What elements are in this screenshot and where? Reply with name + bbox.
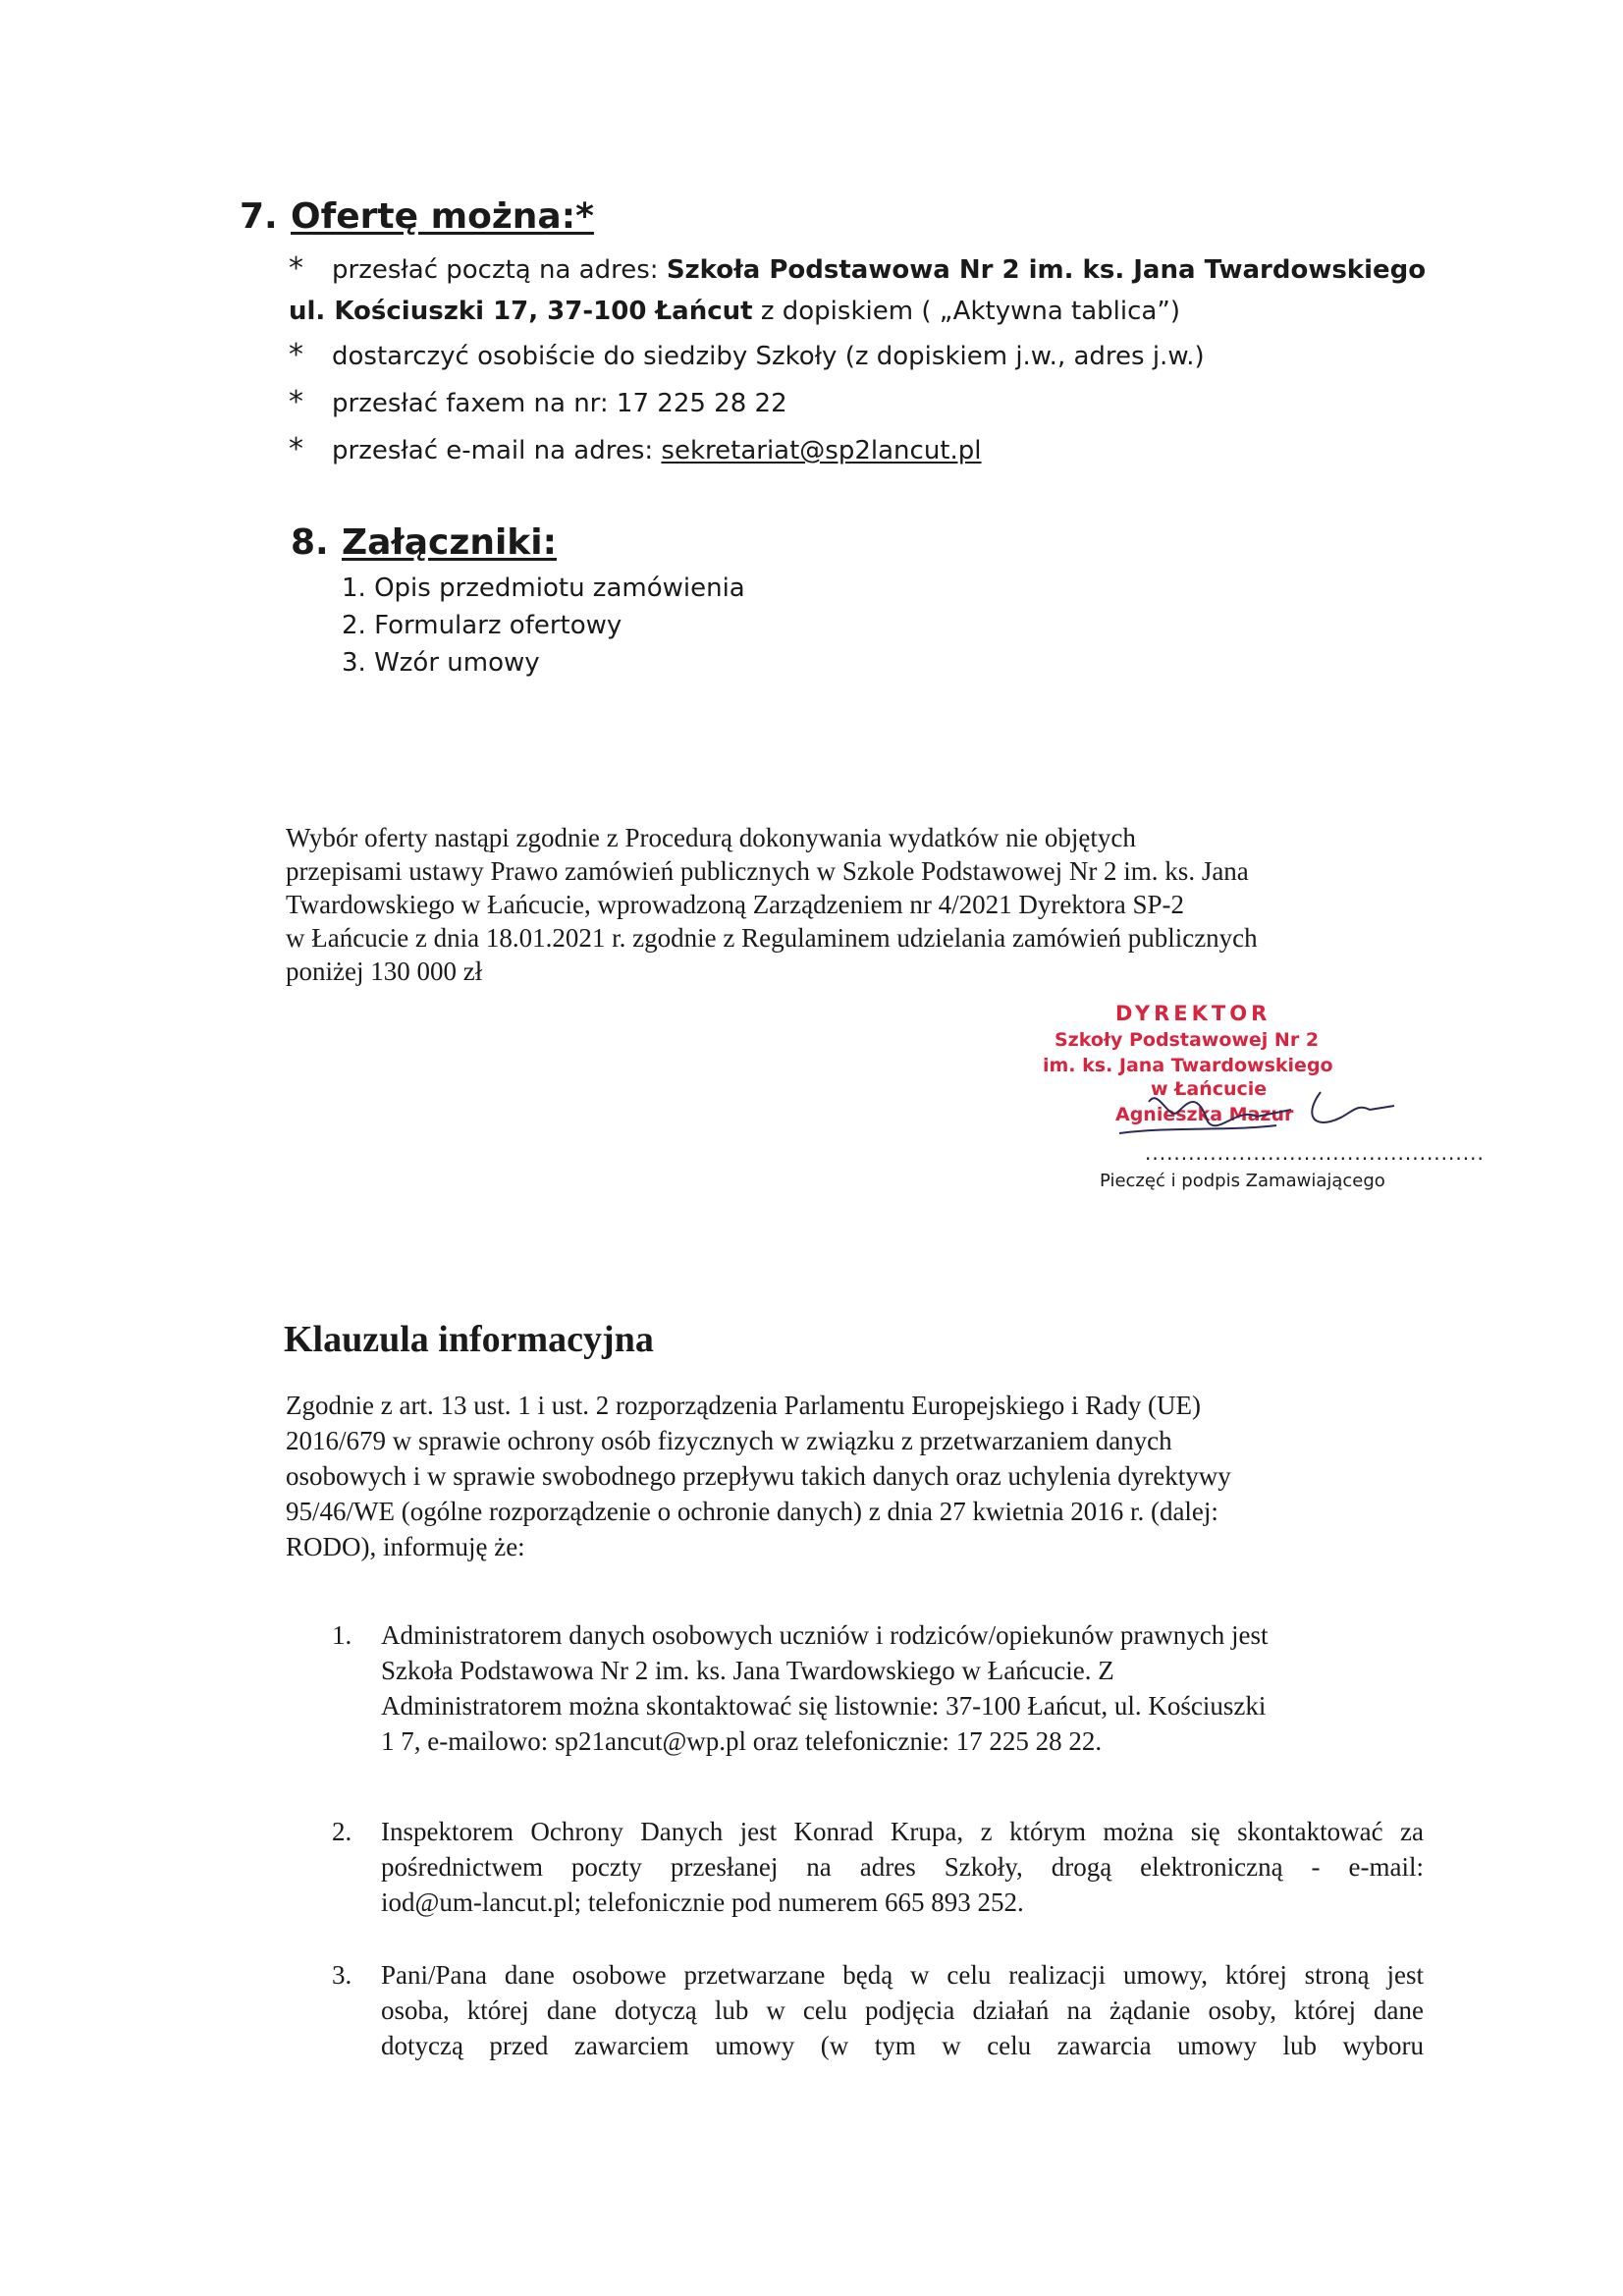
klauzula-item-3-line: dotyczą przed zawarciem umowy (w tym w celu zawarcia umowy lub wyboru	[381, 2031, 1424, 2060]
klauzula-item-1-line: 1 7, e-mailowo: sp21ancut@wp.pl oraz telefonicznie: 17 225 28 22.	[381, 1726, 1103, 1756]
klauzula-item-1-line: Administratorem danych osobowych uczniów i rodziców/opiekunów prawnych jest	[381, 1620, 1269, 1650]
section-7-heading	[240, 196, 594, 237]
klauzula-title: Klauzula informacyjna	[284, 1319, 654, 1360]
section-8-heading	[291, 522, 557, 563]
selection-paragraph-line: poniżej 130 000 zł	[286, 957, 483, 986]
section-7-item-1: * przesłać pocztą na adres: Szkoła Podstawowa Nr 2 im. ks. Jana Twardowskiego	[289, 251, 1427, 286]
klauzula-intro-line: osobowych i w sprawie swobodnego przepływu takich danych oraz uchylenia dyrektywy	[286, 1461, 1231, 1491]
section-7-item-1-cont: ul. Kościuszki 17, 37-100 Łańcut z dopiskiem ( „Aktywna tablica”)	[289, 297, 1180, 326]
asterisk-bullet: *	[289, 338, 303, 372]
klauzula-item-3-line: Pani/Pana dane osobowe przetwarzane będą w celu realizacji umowy, której stroną jest	[381, 1960, 1424, 1990]
klauzula-item-number: 1.	[332, 1620, 352, 1650]
selection-paragraph-line: w Łańcucie z dnia 18.01.2021 r. zgodnie z Regulaminem udzielania zamówień publicznych	[286, 923, 1258, 953]
section-7-number: 7.	[240, 196, 278, 237]
email-link[interactable]: sekretariat@sp2lancut.pl	[661, 436, 982, 465]
klauzula-item-number: 3.	[332, 1960, 352, 1990]
klauzula-item-number: 2.	[332, 1817, 352, 1846]
klauzula-item-2-line: Inspektorem Ochrony Danych jest Konrad Krupa, z którym można się skontaktować za	[381, 1817, 1424, 1846]
attachment-item: 3. Wzór umowy	[342, 648, 540, 678]
section-8-title: Załączniki:	[342, 522, 557, 563]
director-stamp: DYREKTOR Szkoły Podstawowej Nr 2 im. ks. Jana Twardowskiego w Łańcucie Agnieszka Mazur	[1043, 1002, 1333, 1125]
selection-paragraph-line: Wybór oferty nastąpi zgodnie z Procedurą dokonywania wydatków nie objętych	[286, 823, 1136, 852]
klauzula-item-3-line: osoba, której dane dotyczą lub w celu podjęcia działań na żądanie osoby, której dane	[381, 1995, 1424, 2025]
selection-paragraph-line: przepisami ustawy Prawo zamówień publicznych w Szkole Podstawowej Nr 2 im. ks. Jana	[286, 856, 1249, 886]
attachment-item: 2. Formularz ofertowy	[342, 611, 622, 640]
attachment-item: 1. Opis przedmiotu zamówienia	[342, 574, 745, 603]
signature-caption: Pieczęć i podpis Zamawiającego	[1100, 1171, 1385, 1191]
klauzula-item-1-line: Administratorem można skontaktować się listownie: 37-100 Łańcut, ul. Kościuszki	[381, 1691, 1267, 1721]
section-7-item-2: * dostarczyć osobiście do siedziby Szkoły (z dopiskiem j.w., adres j.w.)	[289, 338, 1205, 372]
klauzula-intro-line: 2016/679 w sprawie ochrony osób fizycznych w związku z przetwarzaniem danych	[286, 1426, 1172, 1455]
klauzula-intro-line: 95/46/WE (ogólne rozporządzenie o ochronie danych) z dnia 27 kwietnia 2016 r. (dalej:	[286, 1497, 1218, 1526]
klauzula-intro-line: Zgodnie z art. 13 ust. 1 i ust. 2 rozporządzenia Parlamentu Europejskiego i Rady (UE)	[286, 1391, 1201, 1420]
asterisk-bullet: *	[289, 251, 303, 286]
klauzula-intro-line: RODO), informuję że:	[286, 1532, 525, 1561]
klauzula-item-2-line: iod@um-lancut.pl; telefonicznie pod numerem 665 893 252.	[381, 1887, 1024, 1917]
section-7-item-3: * przesłać faxem na nr: 17 225 28 22	[289, 385, 787, 419]
selection-paragraph-line: Twardowskiego w Łańcucie, wprowadzoną Zarządzeniem nr 4/2021 Dyrektora SP-2	[286, 890, 1185, 919]
section-7-item-4: * przesłać e-mail na adres: sekretariat@sp2lancut.pl	[289, 432, 982, 466]
asterisk-bullet: *	[289, 432, 303, 466]
klauzula-item-2-line: pośrednictwem poczty przesłanej na adres Szkoły, drogą elektroniczną - e-mail:	[381, 1852, 1424, 1882]
section-7-title: Ofertę można:*	[291, 196, 594, 237]
klauzula-item-1-line: Szkoła Podstawowa Nr 2 im. ks. Jana Twardowskiego w Łańcucie. Z	[381, 1656, 1114, 1685]
section-8-number: 8.	[291, 522, 329, 563]
signature-dotted-line: ...............................................	[1145, 1141, 1485, 1165]
asterisk-bullet: *	[289, 385, 303, 419]
